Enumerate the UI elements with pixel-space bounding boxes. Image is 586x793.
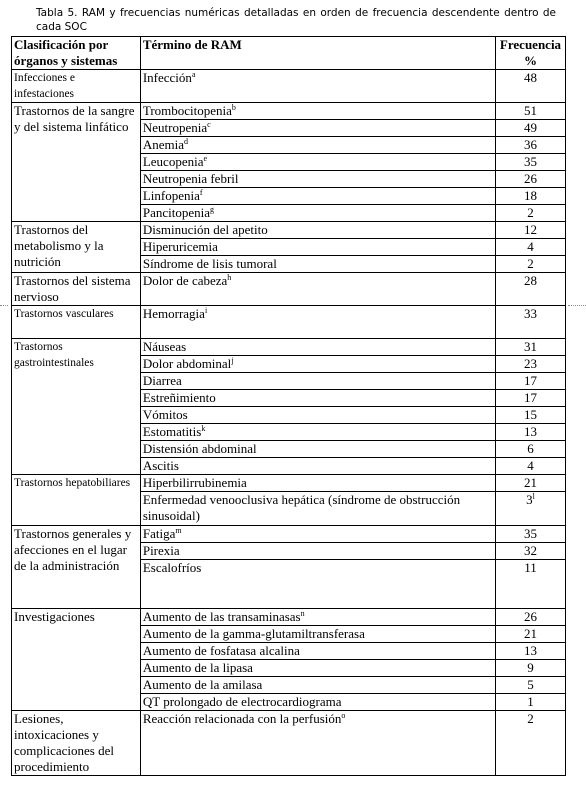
term-text: Aumento de las transaminasas	[142, 609, 301, 624]
table-row	[12, 526, 566, 543]
frequency-value: 26	[524, 609, 537, 624]
frequency-cell	[496, 660, 566, 677]
frequency-cell	[496, 643, 566, 660]
term-text: Aumento de fosfatasa alcalina	[142, 643, 300, 658]
term-cell	[140, 70, 495, 103]
frequency-value: 4	[527, 239, 534, 254]
frequency-value: 3	[526, 492, 533, 507]
soc-cell: Infecciones e infestaciones	[12, 70, 141, 103]
term-text: Neutropenia	[142, 120, 208, 135]
term-cell	[140, 458, 495, 475]
term-text: QT prolongado de electrocardiograma	[142, 694, 342, 709]
soc-cell: Trastornos del metabolismo y la nutrición	[12, 222, 141, 273]
term-text: Anemia	[142, 137, 184, 152]
term-text: Distensión abdominal	[142, 441, 257, 456]
frequency-value: 35	[524, 154, 537, 169]
term-cell	[140, 339, 495, 356]
header-frequency-label: Frecuencia	[499, 37, 562, 52]
soc-cell: Investigaciones	[12, 609, 141, 711]
term-text: Hiperuricemia	[142, 239, 218, 254]
frequency-value: 13	[524, 424, 537, 439]
table-row	[12, 711, 566, 776]
table-caption: Tabla 5. RAM y frecuencias numéricas detalladas en orden de frecuencia descendente dentro de cada SOC	[36, 7, 556, 33]
frequency-value: 15	[524, 407, 537, 422]
soc-cell: Trastornos hepatobiliares	[12, 475, 141, 526]
soc-cell: Trastornos del sistema nervioso	[12, 273, 141, 306]
footnote-marker: h	[227, 273, 232, 282]
frequency-value: 9	[527, 660, 534, 675]
term-cell	[140, 120, 495, 137]
frequency-cell	[496, 256, 566, 273]
term-cell	[140, 424, 495, 441]
term-cell	[140, 643, 495, 660]
term-text: Linfopenia	[142, 188, 200, 203]
frequency-value: 2	[527, 256, 534, 271]
term-cell	[140, 626, 495, 643]
footnote-marker: n	[300, 609, 305, 618]
soc-cell: Trastornos gastrointestinales	[12, 339, 141, 475]
frequency-value: 32	[524, 543, 537, 558]
frequency-value: 5	[527, 677, 534, 692]
frequency-value: 51	[524, 103, 537, 118]
term-text: Infección	[142, 70, 192, 85]
frequency-cell	[496, 273, 566, 306]
term-cell	[140, 171, 495, 188]
frequency-cell	[496, 205, 566, 222]
footnote-marker: c	[207, 120, 211, 129]
frequency-cell	[496, 407, 566, 424]
frequency-cell	[496, 339, 566, 356]
term-text: Dolor de cabeza	[142, 273, 228, 288]
frequency-cell	[496, 626, 566, 643]
term-cell	[140, 660, 495, 677]
frequency-value: 6	[527, 441, 534, 456]
soc-cell: Trastornos de la sangre y del sistema linfático	[12, 103, 141, 222]
term-cell	[140, 154, 495, 171]
term-cell	[140, 711, 495, 776]
term-cell	[140, 390, 495, 407]
header-term: Término de RAM	[140, 37, 495, 70]
frequency-cell	[496, 560, 566, 609]
term-cell	[140, 475, 495, 492]
frequency-cell	[496, 694, 566, 711]
footnote-marker: f	[199, 188, 203, 197]
frequency-value: 48	[524, 70, 537, 85]
header-soc: Clasificación por órganos y sistemas	[12, 37, 141, 70]
frequency-value: 2	[527, 711, 534, 726]
frequency-cell	[496, 306, 566, 339]
term-cell	[140, 560, 495, 609]
term-text: Disminución del apetito	[142, 222, 268, 237]
term-cell	[140, 356, 495, 373]
footnote-marker: k	[201, 424, 206, 433]
frequency-value: 35	[524, 526, 537, 541]
frequency-cell	[496, 390, 566, 407]
table-row	[12, 306, 566, 339]
frequency-cell	[496, 424, 566, 441]
term-text: Leucopenia	[142, 154, 204, 169]
header-frequency-unit: %	[524, 53, 537, 68]
term-text: Aumento de la gamma-glutamiltransferasa	[142, 626, 365, 641]
frequency-cell	[496, 373, 566, 390]
frequency-value: 17	[524, 373, 537, 388]
frequency-cell	[496, 475, 566, 492]
frequency-value: 28	[524, 273, 537, 288]
term-cell	[140, 609, 495, 626]
frequency-cell	[496, 137, 566, 154]
frequency-cell	[496, 103, 566, 120]
frequency-cell	[496, 222, 566, 239]
frequency-cell	[496, 609, 566, 626]
frequency-value: 21	[524, 626, 537, 641]
soc-cell: Trastornos generales y afecciones en el lugar de la administración	[12, 526, 141, 609]
term-cell	[140, 137, 495, 154]
term-cell	[140, 407, 495, 424]
footnote-marker: m	[175, 526, 182, 535]
footnote-marker: a	[191, 70, 196, 79]
frequency-cell	[496, 677, 566, 694]
frequency-cell	[496, 154, 566, 171]
frequency-cell	[496, 356, 566, 373]
term-cell	[140, 441, 495, 458]
header-frequency	[496, 37, 566, 70]
term-text: Hiperbilirrubinemia	[142, 475, 247, 490]
frequency-cell	[496, 543, 566, 560]
term-text: Vómitos	[142, 407, 188, 422]
frequency-cell	[496, 188, 566, 205]
term-text: Estomatitis	[142, 424, 202, 439]
table-row	[12, 475, 566, 492]
page-break-dots-right	[568, 305, 586, 306]
header-row	[12, 37, 566, 70]
term-text: Trombocitopenia	[142, 103, 232, 118]
frequency-value: 36	[524, 137, 537, 152]
term-text: Aumento de la lipasa	[142, 660, 253, 675]
footnote-marker: i	[204, 306, 208, 315]
frequency-value: 1	[527, 694, 534, 709]
term-text: Pancitopenia	[142, 205, 210, 220]
footnote-marker: j	[231, 356, 234, 365]
term-text: Ascitis	[142, 458, 179, 473]
term-text: Aumento de la amilasa	[142, 677, 263, 692]
term-text: Síndrome de lisis tumoral	[142, 256, 277, 271]
term-cell	[140, 492, 495, 526]
footnote-marker: e	[203, 154, 208, 163]
frequency-value: 4	[527, 458, 534, 473]
term-cell	[140, 373, 495, 390]
frequency-value: 13	[524, 643, 537, 658]
frequency-value: 12	[524, 222, 537, 237]
frequency-value: 17	[524, 390, 537, 405]
frequency-cell	[496, 239, 566, 256]
frequency-value: 11	[524, 560, 537, 575]
footnote-marker: b	[231, 103, 236, 112]
table-row	[12, 103, 566, 120]
frequency-value: 2	[527, 205, 534, 220]
term-cell	[140, 188, 495, 205]
adverse-reactions-table	[11, 36, 566, 776]
term-cell	[140, 677, 495, 694]
term-text: Escalofríos	[142, 560, 202, 575]
frequency-cell	[496, 70, 566, 103]
term-cell	[140, 256, 495, 273]
frequency-value: 33	[524, 306, 537, 321]
term-text: Dolor abdominal	[142, 356, 232, 371]
table-row	[12, 609, 566, 626]
term-cell	[140, 543, 495, 560]
footnote-marker: g	[210, 205, 214, 214]
frequency-cell	[496, 458, 566, 475]
term-text: Hemorragia	[142, 306, 205, 321]
term-cell	[140, 306, 495, 339]
frequency-value: 18	[524, 188, 537, 203]
soc-cell: Lesiones, intoxicaciones y complicaciones del procedimiento	[12, 711, 141, 776]
frequency-cell	[496, 526, 566, 543]
frequency-value: 31	[524, 339, 537, 354]
term-text: Pirexia	[142, 543, 180, 558]
footnote-marker: d	[184, 137, 188, 146]
table-row	[12, 222, 566, 239]
term-cell	[140, 239, 495, 256]
frequency-value: 26	[524, 171, 537, 186]
frequency-cell	[496, 492, 566, 526]
term-text: Enfermedad venooclusiva hepática (síndrome de obstrucción sinusoidal)	[142, 492, 461, 523]
term-text: Estreñimiento	[142, 390, 216, 405]
table-row	[12, 339, 566, 356]
term-cell	[140, 694, 495, 711]
table-row	[12, 273, 566, 306]
term-text: Diarrea	[142, 373, 182, 388]
term-cell	[140, 205, 495, 222]
frequency-cell	[496, 171, 566, 188]
term-cell	[140, 526, 495, 543]
frequency-value: 49	[524, 120, 537, 135]
term-cell	[140, 103, 495, 120]
term-cell	[140, 222, 495, 239]
term-text: Neutropenia febril	[142, 171, 239, 186]
term-text: Reacción relacionada con la perfusión	[142, 711, 342, 726]
frequency-cell	[496, 120, 566, 137]
term-text: Náuseas	[142, 339, 187, 354]
footnote-marker: o	[341, 711, 346, 720]
frequency-footnote-marker: l	[532, 492, 535, 501]
frequency-cell	[496, 441, 566, 458]
term-cell	[140, 273, 495, 306]
soc-cell: Trastornos vasculares	[12, 306, 141, 339]
term-text: Fatiga	[142, 526, 176, 541]
table-row	[12, 70, 566, 103]
frequency-value: 23	[524, 356, 537, 371]
frequency-value: 21	[524, 475, 537, 490]
frequency-cell	[496, 711, 566, 776]
page-break-dots-left	[0, 305, 8, 306]
